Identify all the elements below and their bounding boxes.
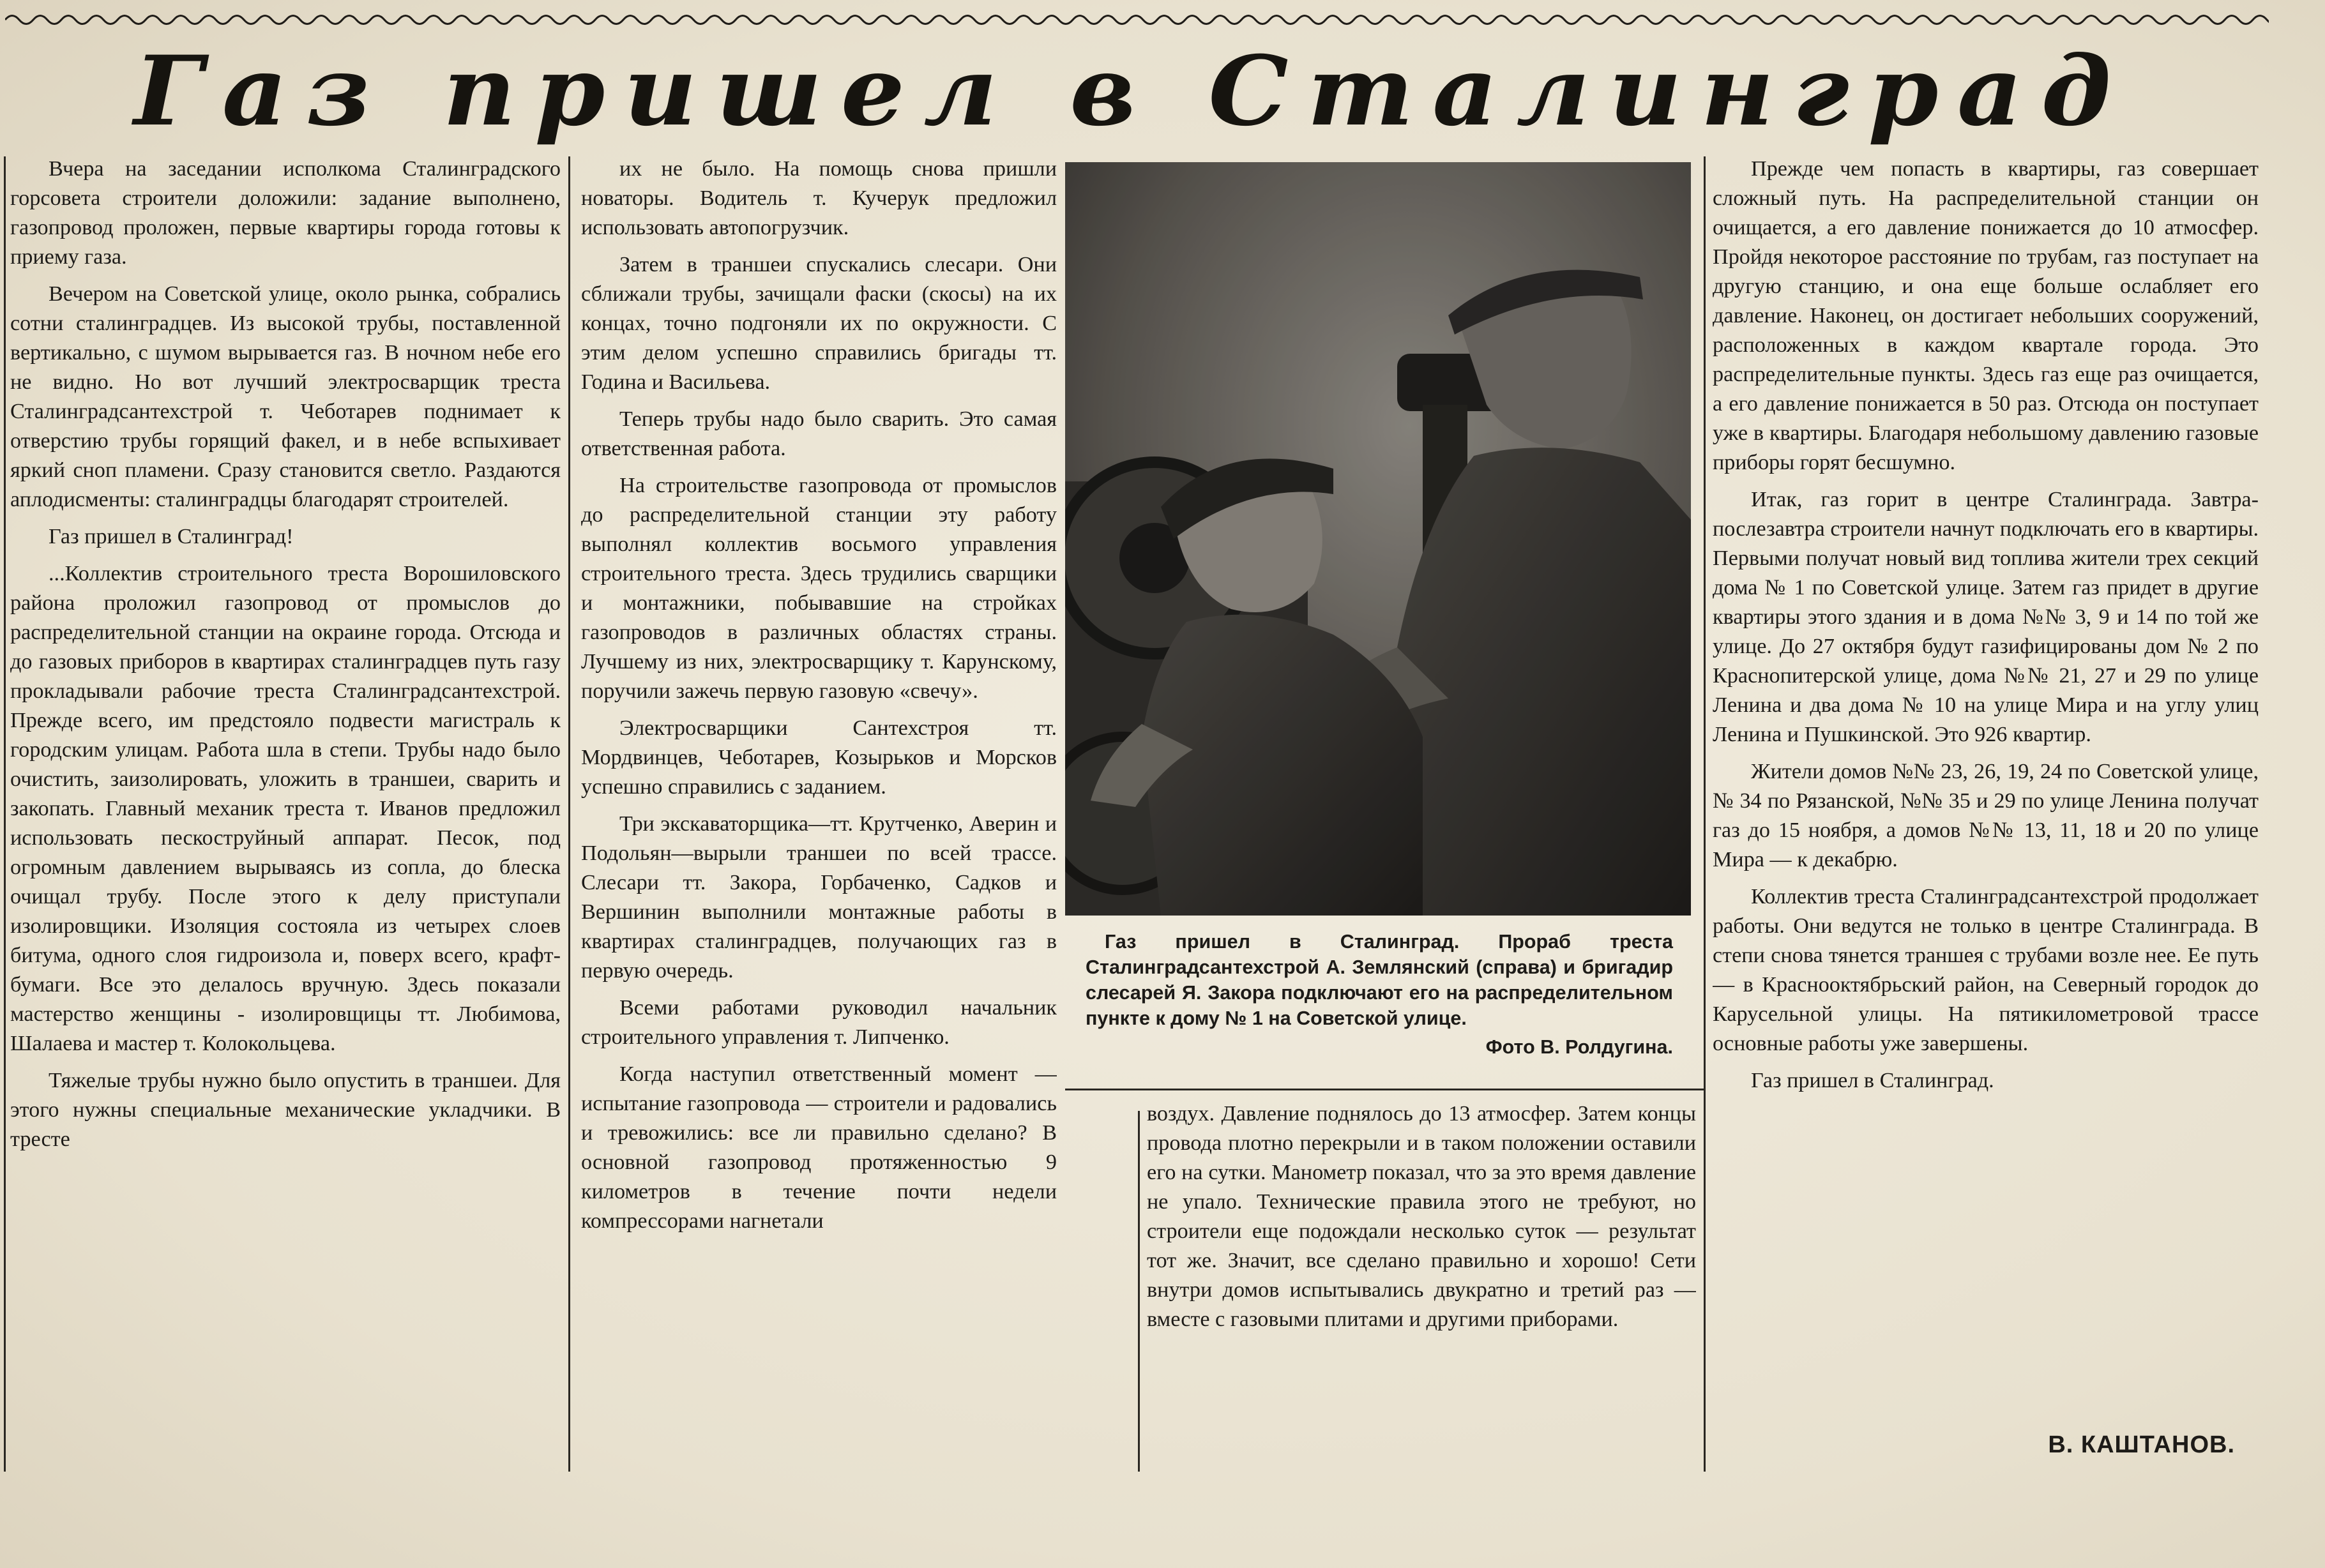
column-rule-3	[1704, 156, 1706, 1472]
top-wavy-rule	[5, 9, 2269, 31]
paragraph: Три экскаваторщика—тт. Крутченко, Аверин и Подольян—вырыли траншеи по всей трассе. Слесари тт. Закора, Горбаченко, Садков и Вершинин выполнили монтажные работы в квартирах сталинградцев, получающих газ в первую очередь.	[581, 812, 1057, 983]
paragraph: Жители домов №№ 23, 26, 19, 24 по Советской улице, № 34 по Рязанской, №№ 35 и 29 по улице Ленина получат газ до 15 ноября, а домов №№ 13, 11, 18 и 20 по улице Мира — к декабрю.	[1713, 760, 2259, 871]
photo-block-bottom-rule	[1065, 1089, 1704, 1090]
paragraph: Вчера на заседании исполкома Сталинградского горсовета строители доложили: задание выполнено, газопровод проложен, первые квартиры города готовы к приему газа.	[10, 157, 561, 269]
paragraph: Электросварщики Сантехстроя тт. Мордвинцев, Чеботарев, Козырьков и Морсков успешно справились с заданием.	[581, 716, 1057, 799]
paragraph: Затем в траншеи спускались слесари. Они сближали трубы, зачищали фаски (скосы) на их концах, точно подгоняли их по окружности. С этим делом успешно справились бригады тт. Година и Васильева.	[581, 253, 1057, 394]
paragraph: Тяжелые трубы нужно было опустить в траншеи. Для этого нужны специальные механические укладчики. В тресте	[10, 1069, 561, 1151]
paragraph: Вечером на Советской улице, около рынка, собрались сотни сталинградцев. Из высокой трубы, поставленной вертикально, с шумом вырывается газ. В ночном небе его не видно. Но вот лучший электросварщик треста Сталинградсантехстрой т. Чеботарев поднимает к отверстию трубы горящий факел, и в небе вспыхивает яркий сноп пламени. Сразу становится светло. Раздаются аплодисменты: сталинградцы благодарят строителей.	[10, 282, 561, 511]
photo-image	[1065, 162, 1691, 916]
paragraph: Газ пришел в Сталинград!	[49, 525, 294, 548]
paragraph: ...Коллектив строительного треста Ворошиловского района проложил газопровод от промыслов до распределительной станции на окраине города. Отсюда и до газовых приборов в квартирах сталинградцев путь газу прокладывали рабочие треста Сталинградсантехстрой. Прежде всего, им предстояло подвести магистраль к городским улицам. Работа шла в степи. Трубы надо было очистить, заизолировать, уложить в траншеи, сварить и закопать. Главный механик треста т. Иванов предложил использовать пескоструйный аппарат. Песок, под огромным давлением вырываясь из сопла, до блеска очищал трубу. После этого к делу приступали изолировщики. Изоляция состояла из четырех слоев битума, одного слоя гидроизола и, поверх всего, крафт-бумаги. Все это делалось вручную. Здесь показали мастерство женщины - изолировщицы тт. Любимова, Шалаева и мастер т. Колокольцева.	[10, 562, 561, 1055]
article-column-3	[1147, 1099, 1696, 1470]
article-column-2	[581, 155, 1057, 1470]
photo-caption: Газ пришел в Сталинград. Прораб треста Сталинградсантехстрой А. Землянский (справа) и бригадир слесарей Я. Закора подключают его на распределительном пункте к дому № 1 на Советской улице.	[1086, 931, 1673, 1029]
photo-credit: Фото В. Ролдугина.	[1485, 1036, 1673, 1058]
paragraph: Теперь трубы надо было сварить. Это самая ответственная работа.	[581, 407, 1057, 460]
author-signature: В. КАШТАНОВ.	[2048, 1431, 2235, 1458]
article-column-1	[10, 155, 561, 1470]
paragraph: Всеми работами руководил начальник строительного управления т. Липченко.	[581, 996, 1057, 1049]
paragraph: Когда наступил ответственный момент — испытание газопровода — строители и радовались и тревожились: все ли правильно сделано? В основной газопровод протяженностью 9 километров в течение почти недели компрессорами нагнетали	[581, 1062, 1057, 1233]
article-column-4	[1713, 155, 2259, 1425]
paragraph: Коллектив треста Сталинградсантехстрой продолжает работы. Они ведутся не только в центре Сталинграда. В степи снова тянется траншея с трубами возле нее. Ее путь — в Краснооктябрьский район, на Северный городок до Карусельной улицы. На пятикилометровой трассе основные работы уже завершены.	[1713, 885, 2259, 1055]
paragraph: Прежде чем попасть в квартиры, газ совершает сложный путь. На распределительной станции он очищается, а его давление понижается до 10 атмосфер. Пройдя некоторое расстояние по трубам, газ поступает на другую станцию, и она еще больше ослабляет его давление. Наконец, он достигает небольших сооружений, расположенных в каждом квартале города. Это распределительные пункты. Здесь газ еще раз очищается, а его давление понижается в 50 раз. Отсюда он поступает уже в квартиры. Благодаря небольшому давлению газовые приборы горят бесшумно.	[1713, 157, 2259, 474]
column-rule-1	[568, 156, 570, 1472]
paragraph: На строительстве газопровода от промыслов до распределительной станции эту работу выполнял коллектив восьмого управления строительного треста. Здесь трудились сварщики и монтажники, побывавшие на стройках газопроводов в различных областях страны. Лучшему из них, электросварщику т. Карунскому, поручили зажечь первую газовую «свечу».	[581, 474, 1057, 703]
photo-workers-connecting-gas	[1065, 162, 1691, 916]
headline: Газ пришел в Сталинград	[133, 35, 2130, 147]
paragraph: их не было. На помощь снова пришли новаторы. Водитель т. Кучерук предложил использовать автопогрузчик.	[581, 157, 1057, 239]
paragraph: Итак, газ горит в центре Сталинграда. Завтра-послезавтра строители начнут подключать его в квартиры. Первыми получат новый вид топлива жители трех секций дома № 1 по Советской улице. Затем газ придет в другие квартиры этого здания и в дома №№ 3, 9 и 14 по той же улице. До 27 октября будут газифицированы дом № 2 по Краснопитерской улице, дома №№ 21, 27 и 29 по улице Ленина и два дома № 10 на улице Мира и на углу улиц Ленина и Пушкинской. Это 926 квартир.	[1713, 488, 2259, 746]
paragraph: воздух. Давление поднялось до 13 атмосфер. Затем концы провода плотно перекрыли и в таком положении оставили его на сутки. Манометр показал, что за это время давление не упало. Технические правила этого не требуют, но строители еще подождали несколько суток — результат тот же. Значит, все сделано правильно и хорошо! Сети внутри домов испытывались двукратно и третий раз — вместе с газовыми плитами и другими приборами.	[1147, 1102, 1696, 1331]
column-rule-left-edge	[4, 156, 6, 1472]
paragraph: Газ пришел в Сталинград.	[1751, 1069, 1994, 1092]
column-rule-2	[1138, 1111, 1140, 1472]
